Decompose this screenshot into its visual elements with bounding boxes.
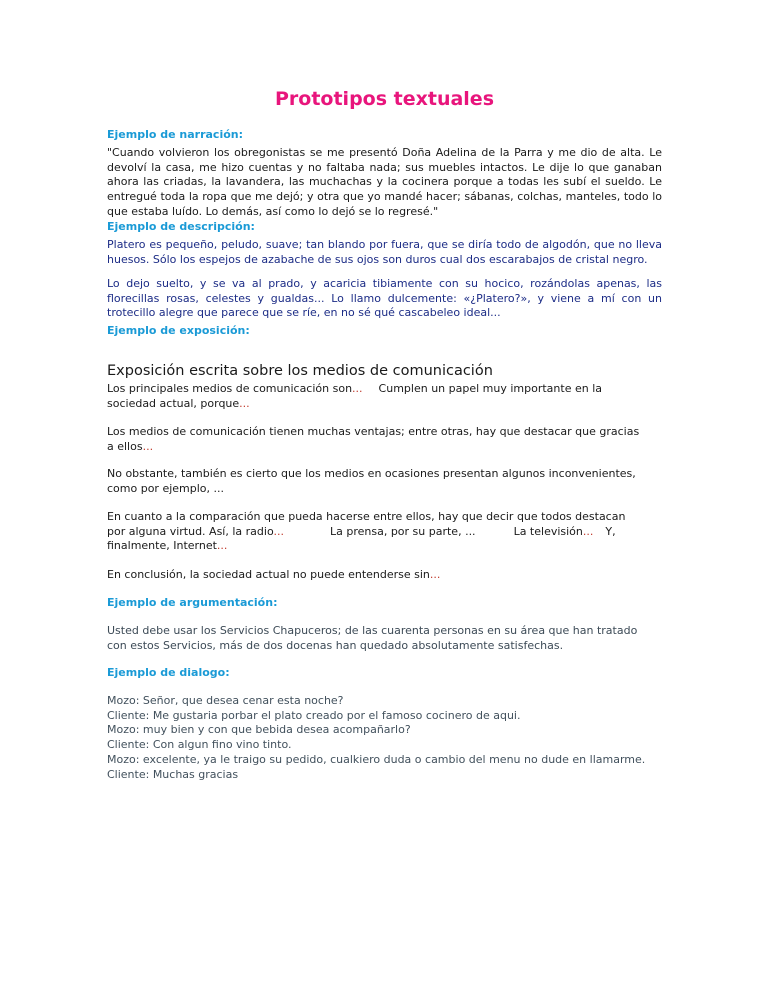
exposicion-p4-text-b2: La prensa, por su parte, ... xyxy=(329,524,476,538)
exposicion-paragraph-5 xyxy=(107,568,662,583)
exposicion-p1-text-a: Los principales medios de comunicación son xyxy=(107,382,353,395)
exposicion-p5-text: En conclusión, la sociedad actual no puede entenderse sin xyxy=(107,568,430,581)
ellipsis: ... xyxy=(239,396,250,410)
argumentacion-text xyxy=(107,624,662,653)
exposicion-p1-text-b: Cumplen un papel muy importante en la xyxy=(378,382,602,395)
argumentacion-line-2: con estos Servicios, más de dos docenas han quedado absolutamente satisfechas. xyxy=(107,638,564,652)
exposicion-p4-text-b3: La televisión xyxy=(513,524,583,538)
narracion-heading: Ejemplo de narración: xyxy=(107,128,244,141)
exposicion-p3-text-a: No obstante, también es cierto que los medios en ocasiones presentan algunos inconvenientes, xyxy=(107,467,636,480)
exposicion-p4-text-c: finalmente, Internet xyxy=(107,539,217,553)
dialogo-line: Cliente: Me gustaria porbar el plato creado por el famoso cocinero de aqui. xyxy=(107,708,521,722)
exposicion-p4-text-b1: por alguna virtud. Así, la radio xyxy=(107,524,274,538)
exposicion-p4-text-a: En cuanto a la comparación que pueda hacerse entre ellos, hay que decir que todos destacan xyxy=(107,510,626,523)
exposicion-paragraph-2 xyxy=(107,425,662,454)
dialogo-line: Mozo: muy bien y con que bebida desea acompañarlo? xyxy=(107,723,411,737)
argumentacion-heading: Ejemplo de argumentación: xyxy=(107,596,278,609)
exposicion-heading: Ejemplo de exposición: xyxy=(107,324,250,337)
dialogo-line: Cliente: Muchas gracias xyxy=(107,767,239,781)
dialogo-heading: Ejemplo de dialogo: xyxy=(107,666,230,679)
page-title: Prototipos textuales xyxy=(274,88,495,110)
dialogo-line: Cliente: Con algun fino vino tinto. xyxy=(107,738,292,752)
ellipsis: ... xyxy=(429,568,441,581)
descripcion-paragraph-2: Lo dejo suelto, y se va al prado, y acaricia tibiamente con su hocico, rozándolas apenas, las florecillas rosas, celestes y gualdas... Lo llamo dulcemente: «¿Platero?», y viene a mí con un trotecillo alegre que parece que se ríe, en no sé qué cascabeleo ideal... xyxy=(107,277,662,320)
exposicion-p2-text-a: Los medios de comunicación tienen muchas ventajas; entre otras, hay que destacar que gracias xyxy=(107,425,640,438)
narracion-text: "Cuando volvieron los obregonistas se me presentó Doña Adelina de la Parra y me dio de alta. Le devolví la casa, me hizo cuentas y no faltaba nada; sus muebles intactos. Le dije lo que ganaban ahora las criadas, la lavandera, las muchachas y la cocinera porque a todas les subí el sueldo. Le entregué toda la ropa que me dejó; y otra que yo mandé hacer; sábanas, colchas, manteles, todo lo que estaba luído. Lo demás, así como lo dejó se lo regresé." xyxy=(107,146,662,218)
exposicion-p2-text-b: a ellos xyxy=(107,439,143,453)
exposicion-p1-text-c: sociedad actual, porque xyxy=(107,396,240,410)
exposicion-p3-text-b: como por ejemplo, ... xyxy=(107,481,225,495)
ellipsis: ... xyxy=(216,539,228,553)
exposicion-subtitle: Exposición escrita sobre los medios de comunicación xyxy=(107,363,493,379)
argumentacion-line-1: Usted debe usar los Servicios Chapuceros; de las cuarenta personas en su área que han tratado xyxy=(107,624,638,637)
dialogo-line: Mozo: excelente, ya le traigo su pedido, cualkiero duda o cambio del menu no dude en llamarme. xyxy=(107,752,646,766)
ellipsis: ... xyxy=(273,524,284,538)
ellipsis: ... xyxy=(582,524,594,538)
exposicion-p4-text-b4: Y, xyxy=(605,524,616,538)
ellipsis: ... xyxy=(352,382,363,395)
ellipsis: ... xyxy=(142,439,154,453)
exposicion-paragraph-3 xyxy=(107,467,662,496)
descripcion-heading: Ejemplo de descripción: xyxy=(107,220,255,233)
exposicion-paragraph-4 xyxy=(107,510,662,554)
exposicion-paragraph-1 xyxy=(107,382,662,411)
dialogo-line: Mozo: Señor, que desea cenar esta noche? xyxy=(107,694,344,707)
dialogo-text xyxy=(107,694,662,782)
descripcion-paragraph-1: Platero es pequeño, peludo, suave; tan blando por fuera, que se diría todo de algodón, que no lleva huesos. Sólo los espejos de azabache de sus ojos son duros cual dos escarabajos de cristal negro. xyxy=(107,238,662,266)
